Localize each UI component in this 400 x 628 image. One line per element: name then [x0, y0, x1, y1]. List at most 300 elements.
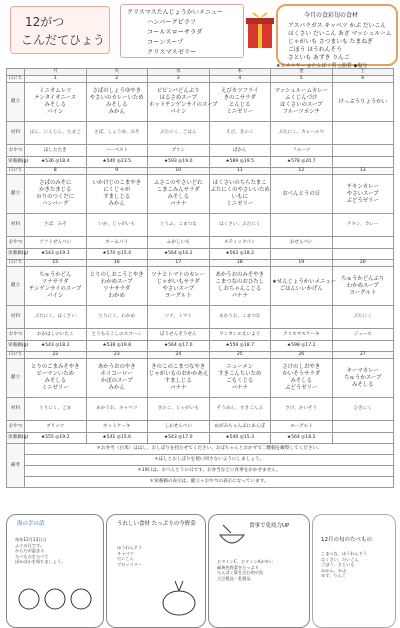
menu-cell	[25, 175, 87, 214]
weekday-header: 火	[86, 69, 148, 76]
ingredients-cell: いか、じゃがいも	[86, 214, 148, 237]
fish-text: ふぐの日です。	[15, 542, 44, 548]
menu-cell	[209, 83, 271, 122]
menu-item: ビビンバどんぶり	[156, 88, 200, 94]
menu-item: ふさこのやさいどれ	[153, 180, 203, 186]
ingredients-cell: さば、みそ	[25, 214, 87, 237]
seasonal-food-text: こまつな、ほうれんそう	[321, 551, 368, 556]
row-label: おやつ	[7, 421, 25, 433]
christmas-item: コーンスープ	[147, 39, 184, 46]
seasonal-food-text: ごぼう、さといも	[321, 562, 355, 568]
menu-item: こまこみんサラダ	[156, 187, 200, 193]
snack-cell: ヨーグルト	[271, 421, 333, 433]
christmas-menu-heading: クリスマスたんじょうかいメニュー	[127, 9, 223, 16]
menu-item: ミニゼリー	[226, 201, 254, 207]
menu-item: ごはんいいかげん	[279, 286, 323, 292]
menu-item: いかけじのこまやき	[92, 180, 142, 186]
row-label: 献立	[7, 83, 25, 122]
christmas-item: ハンバーグピラフ	[147, 19, 197, 26]
menu-cell	[86, 175, 148, 214]
ingredients-cell: ツナ、トマト	[148, 306, 210, 329]
snack-cell: ソフトせんべい	[25, 237, 87, 249]
snack-cell: プリン	[148, 145, 210, 157]
date-cell: 1	[25, 76, 87, 83]
row-label: 材料	[7, 122, 25, 145]
seasonal-food-text: みかん、かぶ	[321, 567, 347, 573]
menu-item: すましじる	[164, 378, 192, 384]
weekday-header: 金	[271, 69, 333, 76]
ingredients-cell: あかうお、キャベツ	[86, 398, 148, 421]
menu-item: わかめ	[108, 293, 125, 299]
note-line: ＊お弁当（白米）はほし、おしぼりを持たせてください。おぼちゃんとおかずで二酸個を観察してください。	[25, 444, 394, 455]
vegetable-text: ブロッコリー	[117, 561, 143, 567]
menu-item: はるさめスープ	[159, 95, 197, 101]
weekday-header: 木	[209, 69, 271, 76]
menu-item: ピーマンいため	[36, 371, 75, 377]
menu-item: ホットチンゲンサイのスープ	[149, 102, 218, 108]
week-4-nutrition-row	[7, 433, 394, 444]
menu-item: みそしる	[167, 194, 190, 200]
date-cell: 23	[86, 352, 148, 359]
ingredients-cell: あかうお、こまつな	[209, 306, 271, 329]
menu-cell	[148, 359, 210, 398]
seasonal-line: じゃがいも さつまいも たまねぎ	[288, 39, 373, 45]
menu-item: パイン	[47, 109, 64, 115]
row-label: 栄養価(g)	[7, 341, 25, 352]
nutrition-cell: ★570 ◎15.4	[86, 249, 148, 260]
date-cell: 10	[148, 168, 210, 175]
ingredients-cell: えび、きのこ	[209, 122, 271, 145]
row-label: 材料	[7, 214, 25, 237]
snack-cell: クリスマスケーキ	[271, 329, 333, 341]
row-label: 献立	[7, 267, 25, 306]
menu-item: ぶたにくのやさいいため	[210, 187, 270, 193]
menu-item: みかん	[108, 385, 125, 391]
ingredients-cell: ぶたにく	[332, 306, 394, 329]
row-label: 栄養価(g)	[7, 433, 25, 444]
menu-item: ホイコーロー	[100, 371, 133, 377]
date-cell: 22	[25, 352, 87, 359]
snack-cell	[332, 237, 394, 249]
menu-item: ミニゼリー	[226, 109, 254, 115]
snack-cell: ワンタンのえいよう	[209, 329, 271, 341]
menu-item: のりのつくだに	[36, 194, 75, 200]
date-cell: 18	[209, 260, 271, 267]
week-2-menu-row	[7, 175, 394, 214]
week-3-dates-row	[7, 260, 394, 267]
nutrition-cell: ★538 ◎19.8	[86, 341, 148, 352]
nutrition-cell: ★536 ◎18.4	[25, 157, 87, 168]
menu-item: ごもくじる	[226, 378, 254, 384]
page-title-line1: 12がつ	[25, 15, 65, 29]
immunity-text: 緑黄色野菜をたっぷり	[217, 564, 259, 570]
menu-item: ニューメン	[226, 364, 254, 370]
menu-item: ふくじんづけ	[285, 95, 318, 101]
week-4-menu-row	[7, 359, 394, 398]
menu-item: みかん	[108, 201, 125, 207]
ingredients-cell: はくさい、ぶたにく	[209, 214, 271, 237]
menu-item: バナナ	[170, 201, 187, 207]
menu-item: パイン	[170, 109, 187, 115]
date-cell: 9	[86, 168, 148, 175]
nutrition-cell: ★578 ◎20.7	[271, 157, 333, 168]
date-cell: 2	[86, 76, 148, 83]
menu-item: けっぷうりょうかい	[338, 98, 388, 105]
menu-item: ちゅうかスープ	[344, 374, 382, 381]
weekday-header: 土	[332, 69, 394, 76]
menu-item: みそしる	[44, 102, 67, 108]
week-2-nutrition-row	[7, 249, 394, 260]
week-1-snack-row	[7, 145, 394, 157]
nutrition-cell: ★543 ◎19.3	[25, 249, 87, 260]
menu-item: すきこんちいため	[218, 371, 262, 377]
snack-cell: ハーベスト	[86, 145, 148, 157]
week-2-food-row	[7, 214, 394, 237]
menu-item: あかうおのみそやき	[215, 272, 265, 278]
menu-cell	[209, 359, 271, 398]
ingredients-cell: きのこ、じゃがいも	[148, 398, 210, 421]
menu-item: みそしる	[351, 381, 374, 388]
nutrition-cell: ★598 ◎17.2	[271, 341, 333, 352]
date-cell: 11	[209, 168, 271, 175]
row-label: 材料	[7, 398, 25, 421]
menu-table	[6, 68, 394, 488]
menu-item: ぶどうゼリー	[346, 197, 379, 204]
snack-cell	[332, 421, 394, 433]
ingredients-cell: ぶたにく、ごはん	[148, 122, 210, 145]
date-cell: 12	[271, 168, 333, 175]
date-cell: 19	[271, 260, 333, 267]
vegetable-icon	[157, 579, 201, 619]
menu-item: かぼのスープ	[100, 378, 133, 384]
menu-item: ちゅうかどん	[39, 272, 72, 278]
row-label: 日にち	[7, 76, 25, 83]
notes-label: 備考	[7, 444, 25, 488]
menu-cell	[332, 359, 394, 398]
menu-item: はくさいのスープ	[279, 102, 323, 108]
seasonal-line: ごぼう ほうれんそう	[288, 47, 343, 53]
seasonal-line: はくさい だいこん あざ マッシュルーム	[288, 31, 392, 37]
date-cell: 4	[209, 76, 271, 83]
seasonal-line: さといも あずき りんご	[288, 55, 350, 61]
snack-cell: ほしたたき	[25, 145, 87, 157]
nutrition-cell: ★593 ◎19.0	[148, 157, 210, 168]
vegetable-info-box	[106, 514, 206, 628]
nutrition-cell	[332, 249, 394, 260]
ingredients-cell: ぶたにく、カレールウ	[271, 122, 333, 145]
ingredients-cell: さば、しょうゆ、みそ	[86, 122, 148, 145]
week-4-snack-row	[7, 421, 394, 433]
row-label: 日にち	[7, 352, 25, 359]
snack-cell: スティックパン	[209, 237, 271, 249]
immunity-text: ビタミンC、ビタミンAが多い	[217, 559, 274, 564]
menu-cell	[25, 267, 87, 306]
nutrition-cell: ★543 ◎18.2	[25, 341, 87, 352]
week-3-nutrition-row	[7, 341, 394, 352]
nutrition-cell: ★541 ◎15.6	[86, 433, 148, 444]
date-cell: 16	[86, 260, 148, 267]
menu-cell	[148, 267, 210, 306]
menu-item: とりのごまみそやき	[30, 364, 80, 370]
date-cell: 13	[332, 168, 394, 175]
seasonal-heading: 今月の食彩旬の食材	[304, 12, 359, 19]
nutrition-cell: ★555 ◎19.2	[25, 433, 87, 444]
snack-cell: しおせんべい	[148, 421, 210, 433]
menu-item: みそしる	[44, 378, 67, 384]
immunity-info-box	[208, 514, 310, 628]
week-3-menu-row	[7, 267, 394, 306]
week-3-snack-row	[7, 329, 394, 341]
menu-cell	[86, 83, 148, 122]
menu-item: ヨーグルト	[349, 289, 377, 296]
immunity-text: 大豆製品・乳製品	[217, 575, 251, 581]
ingredients-cell: ひきにく	[332, 398, 394, 421]
menu-cell	[148, 175, 210, 214]
menu-item: やさいスープ	[346, 190, 379, 197]
christmas-item: クリスマスゼリー	[147, 49, 197, 56]
menu-item: さばのしょうゆやき	[92, 88, 142, 94]
menu-item: ハンバーグ	[41, 201, 69, 207]
menu-item: キーマカレー	[346, 367, 379, 374]
ingredients-cell: とりにく、わかめ	[86, 306, 148, 329]
seasonal-foods-box	[276, 4, 398, 66]
nutrition-cell	[332, 341, 394, 352]
vegetable-text: キャベツ	[117, 550, 134, 556]
week-3-food-row	[7, 306, 394, 329]
christmas-item: コールスローサラダ	[147, 29, 203, 36]
menu-item: ぶどうゼリー	[285, 385, 318, 391]
vegetable-text: ほうれんそう	[117, 545, 143, 550]
date-cell: 15	[25, 260, 87, 267]
nutrition-cell	[332, 433, 394, 444]
menu-item: わかめスープ	[100, 279, 133, 285]
snack-cell: ぼうせんそうせん	[148, 329, 210, 341]
row-label: おやつ	[7, 145, 25, 157]
menu-item: チキンカレー	[346, 183, 379, 190]
menu-item: あかうおのやき	[97, 364, 136, 370]
menu-item: ミニオムレツ	[39, 88, 72, 94]
nutrition-cell: ★543 ◎17.0	[148, 433, 210, 444]
seasonal-food-title: 12月の旬のたべもの	[321, 537, 372, 543]
note-line: ＊19日は、おべんとうの日です。お弁当などに食事をかかせません。	[25, 466, 394, 477]
nutrition-legend: ★エネルギー ◎たんぱく質 △脂質 ◆塩分	[276, 63, 368, 69]
nutrition-cell: ★559 ◎18.7	[209, 341, 271, 352]
week-4-dates-row	[7, 352, 394, 359]
page-title-line2: こんだてひょう	[21, 33, 106, 47]
fish-text: 毎年12月13日は	[15, 537, 47, 542]
week-2-dates-row	[7, 168, 394, 175]
snack-cell: ブリッツ	[25, 421, 87, 433]
menu-item: テンタイオニース	[34, 95, 77, 101]
seasonal-food-info-box	[312, 514, 396, 628]
row-label: 献立	[7, 175, 25, 214]
ingredients-cell: チキン、カレー	[332, 214, 394, 237]
ingredients-cell: そうめん、すきこんぶ	[209, 398, 271, 421]
menu-item: とりのしおこうじやき	[89, 272, 144, 278]
menu-item: わかめスープ	[346, 282, 379, 289]
fish-text: たべものをたべて	[15, 553, 49, 559]
snack-cell: ホームパイ	[86, 237, 148, 249]
menu-item: かいそうサラダ	[282, 371, 321, 377]
menu-item: こまつなのおひたし	[215, 279, 265, 285]
row-label: 材料	[7, 306, 25, 329]
week-4-food-row	[7, 398, 394, 421]
ingredients-cell: ぶたにく、はくさい	[25, 306, 87, 329]
nutrition-cell: ★564 ◎17.0	[148, 341, 210, 352]
menu-item: しおちゃんこじる	[218, 286, 262, 292]
date-cell: 20	[332, 260, 394, 267]
weekday-header: 月	[25, 69, 87, 76]
menu-cell	[271, 175, 333, 214]
date-cell: 24	[148, 352, 210, 359]
row-label: 栄養価(g)	[7, 249, 25, 260]
menu-item: じゃがいものおかかあえ	[149, 371, 209, 377]
snack-cell	[332, 145, 394, 157]
menu-cell	[86, 359, 148, 398]
ingredients-cell	[271, 214, 333, 237]
sun-faces-icon	[15, 579, 95, 619]
vegetable-text: だいこん	[117, 556, 134, 562]
seasonal-food-text: はくさい、だいこん	[321, 556, 359, 562]
date-cell: 26	[271, 352, 333, 359]
menu-item: ★せんじょうかいメニュー	[272, 279, 337, 285]
snack-cell: おせんべい	[271, 237, 333, 249]
menu-item: みそしる	[290, 378, 313, 384]
row-label: おやつ	[7, 329, 25, 341]
ingredients-cell: とうふ、こまつな	[148, 214, 210, 237]
row-label: 日にち	[7, 260, 25, 267]
nutrition-cell: ★564 ◎18.2	[271, 433, 333, 444]
weekday-header: 水	[148, 69, 210, 76]
snack-cell: ふかしいも	[148, 237, 210, 249]
menu-cell	[332, 267, 394, 306]
corner-cell	[7, 69, 25, 76]
menu-cell	[271, 267, 337, 306]
row-label: 日にち	[7, 168, 25, 175]
menu-item: マッシュルームカレー	[274, 88, 329, 94]
snack-cell: フルーツ	[271, 145, 333, 157]
snack-cell: めがみちゃんぷにあんぽ	[209, 421, 271, 433]
snack-cell: ばかん	[209, 145, 271, 157]
menu-cell	[25, 359, 87, 398]
ingredients-cell	[271, 306, 333, 329]
date-cell: 5	[271, 76, 333, 83]
menu-item: おべんとうの日	[282, 190, 321, 197]
menu-item: はくさいのちらたまこ	[212, 180, 267, 186]
nutrition-cell: ★540 ◎23.5	[86, 157, 148, 168]
snack-cell: ホットケーキ	[86, 421, 148, 433]
menu-item: きのこのこまつなやき	[151, 364, 206, 370]
fish-text: からだが温まる	[15, 548, 45, 554]
nutrition-cell: ★589 ◎19.5	[209, 157, 271, 168]
menu-item: じゃがいもサラダ	[156, 279, 200, 285]
fish-info-box	[6, 514, 104, 628]
menu-item: かきたまじる	[39, 187, 72, 193]
menu-item: やさいスープ	[162, 286, 195, 292]
menu-item: チンゲンサイのスープ	[28, 286, 82, 292]
immunity-text: たんぱく質を含む肉や魚	[217, 570, 264, 576]
menu-item: やさいのカレーいため	[89, 95, 144, 101]
date-cell: 27	[332, 352, 394, 359]
menu-item: ミニゼリー	[41, 385, 69, 391]
menu-cell	[148, 83, 218, 122]
nutrition-cell: ★563 ◎18.2	[209, 249, 271, 260]
menu-item: すましじる	[103, 194, 131, 200]
menu-item: バナナ	[231, 385, 248, 391]
title-box	[10, 6, 110, 54]
date-cell: 6	[332, 76, 394, 83]
note-line: ＊栄養価の表示は、献立＋おやつの表示になっています。	[25, 477, 394, 488]
snack-cell: とうもろこしのスコーン	[86, 329, 148, 341]
menu-item: みそしる	[105, 102, 128, 108]
fish-title: 海の幸の話	[17, 521, 45, 527]
vegetable-title: うれしい食材 たっぷりの今野菜	[117, 521, 196, 527]
menu-item: ツナサラダ	[41, 279, 69, 285]
menu-item: フルーツポンチ	[282, 109, 320, 115]
menu-item: にくじゃが	[103, 187, 131, 193]
ingredients-cell: とりにく、ごま	[25, 398, 87, 421]
menu-item: ちゅうかどんぶり	[341, 275, 385, 282]
week-2-snack-row	[7, 237, 394, 249]
menu-item: えびカツフライ	[220, 88, 259, 94]
nutrition-cell	[271, 249, 333, 260]
nutrition-cell	[332, 157, 394, 168]
christmas-menu-box	[120, 4, 244, 58]
gift-icon	[246, 6, 274, 50]
menu-item: とんじる	[228, 102, 251, 108]
menu-cell	[271, 359, 333, 398]
fish-text: ぽかぽかを保ちましょう。	[15, 559, 66, 565]
menu-cell	[25, 83, 87, 122]
menu-cell	[209, 267, 271, 306]
date-cell: 17	[148, 260, 210, 267]
ingredients-cell: ほん、にんじん、たまご	[25, 122, 87, 145]
row-label: 献立	[7, 359, 25, 398]
menu-item: みかん	[108, 109, 125, 115]
ingredients-cell	[332, 122, 394, 145]
seasonal-food-text: ゆず、りんご	[321, 573, 346, 579]
nutrition-cell: ★540 ◎15.3	[209, 433, 271, 444]
seasonal-line: アスパラガス キャベツ かぶ だいこん	[288, 23, 387, 29]
ingredients-cell: さけ、かいそう	[271, 398, 333, 421]
menu-item: いもに	[231, 194, 248, 200]
week-1-nutrition-row	[7, 157, 394, 168]
row-label: 栄養価(g)	[7, 157, 25, 168]
date-cell: 25	[209, 352, 271, 359]
menu-item: さけのしおやき	[282, 364, 321, 370]
week-1-menu-row	[7, 83, 394, 122]
date-cell: 8	[25, 168, 87, 175]
menu-item: ツナサラダ	[103, 286, 131, 292]
menu-cell	[332, 175, 394, 214]
note-line: ＊ほしとおしぼりを使い回さないようにしましょう。	[25, 455, 394, 466]
snack-cell: おかはしのいたこ	[25, 329, 87, 341]
menu-item: きのこサラダ	[223, 95, 256, 101]
menu-item: ツナとトマトのカレー	[151, 272, 206, 278]
menu-cell	[271, 83, 333, 122]
row-label: おやつ	[7, 237, 25, 249]
menu-item: バナナ	[170, 385, 187, 391]
date-cell: 3	[148, 76, 210, 83]
menu-item: さばのみそに	[39, 180, 72, 186]
immunity-title: 食事で免疫力UP	[249, 523, 290, 529]
snack-cell: ジュース	[332, 329, 394, 341]
nutrition-cell: ★564 ◎16.2	[148, 249, 210, 260]
week-1-food-row	[7, 122, 394, 145]
menu-cell	[332, 83, 394, 122]
menu-item: パイン	[47, 293, 64, 299]
menu-item: バナナ	[231, 293, 248, 299]
